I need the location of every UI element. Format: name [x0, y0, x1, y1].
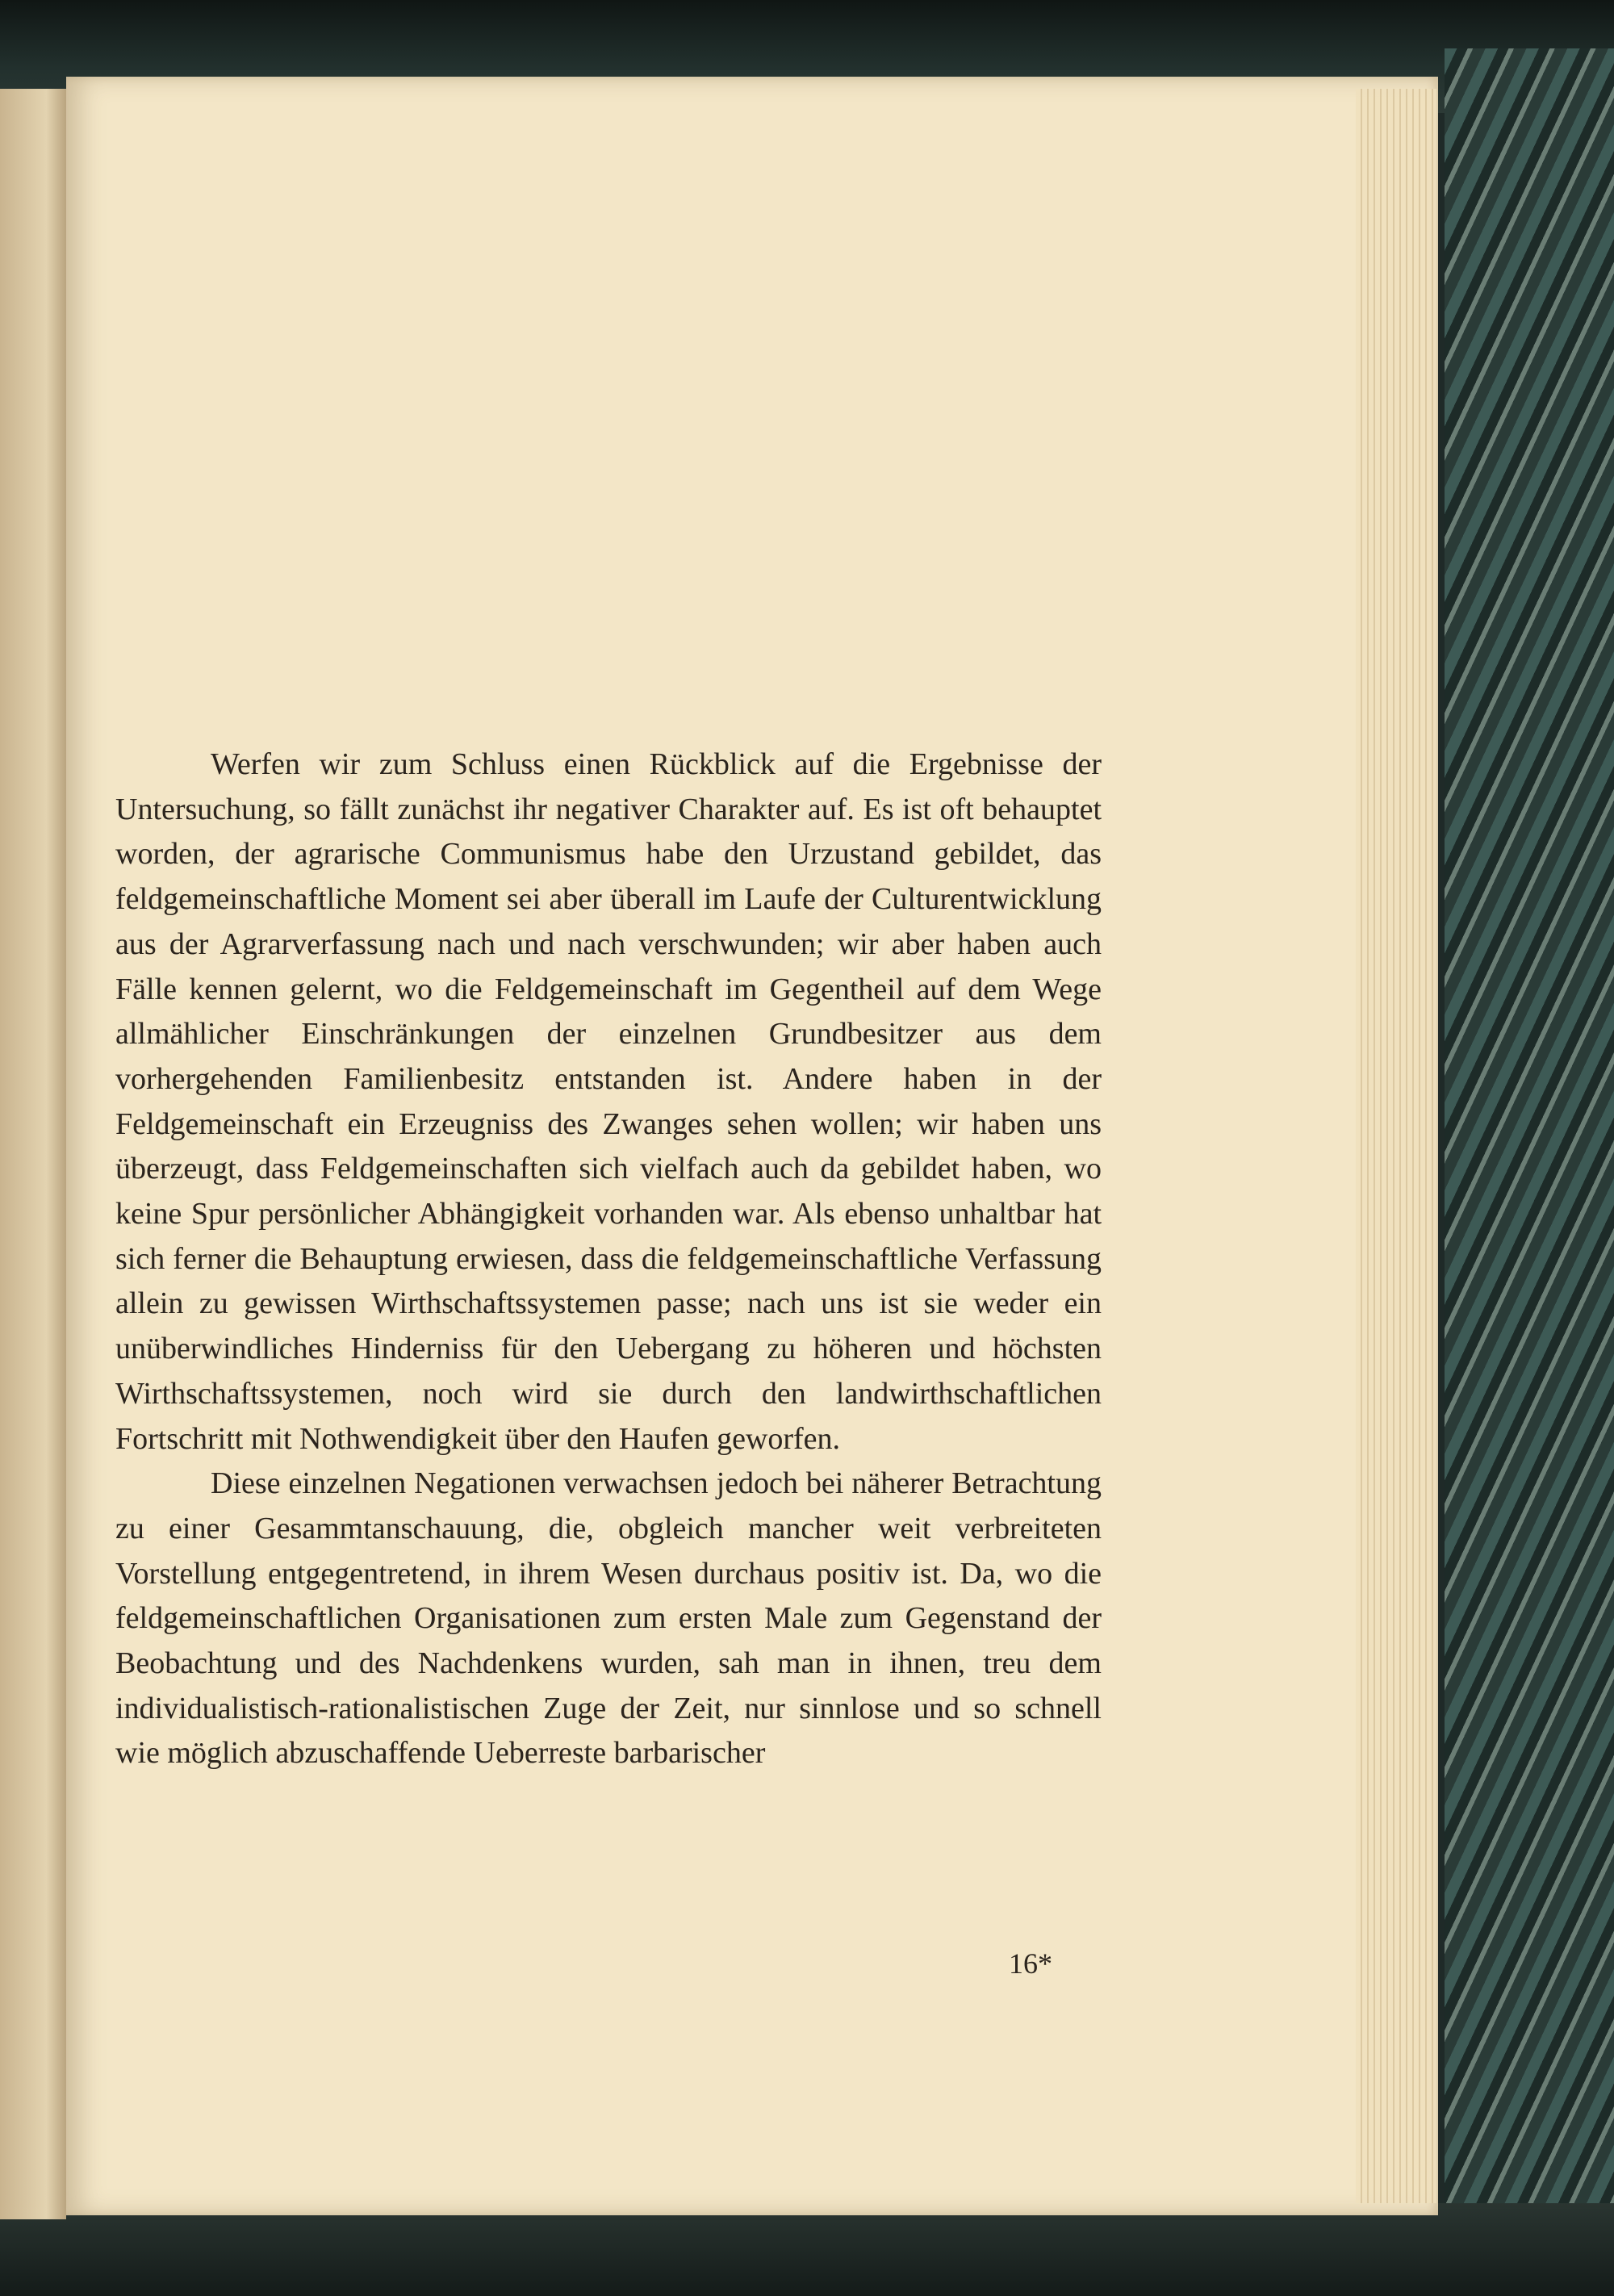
body-text [115, 742, 1102, 1776]
paragraph-1: Werfen wir zum Schluss einen Rückblick auf die Ergebnisse der Untersuchung, so fällt zunächst ihr negativer Charakter auf. Es ist oft behauptet worden, der agrarische Communismus habe den Urzustand gebildet, das feldgemeinschaftliche Moment sei aber überall im Laufe der Culturentwicklung aus der Agrarverfassung nach und nach verschwunden; wir aber haben auch Fälle kennen gelernt, wo die Feldgemeinschaft im Gegentheil auf dem Wege allmählicher Einschränkungen der einzelnen Grundbesitzer aus dem vorhergehenden Familienbesitz entstanden ist. Andere haben in der Feldgemeinschaft ein Erzeugniss des Zwanges sehen wollen; wir haben uns überzeugt, dass Feldgemeinschaften sich vielfach auch da gebildet haben, wo keine Spur persönlicher Abhängigkeit vorhanden war. Als ebenso unhaltbar hat sich ferner die Behauptung erwiesen, dass die feldgemeinschaftliche Verfassung allein zu gewissen Wirthschaftssystemen passe; nach uns ist sie weder ein unüberwindliches Hinderniss für den Uebergang zu höheren und höchsten Wirthschaftssystemen, noch wird sie durch den landwirthschaftlichen Fortschritt mit Nothwendigkeit über den Haufen geworfen. [115, 747, 1102, 1456]
paragraph-2: Diese einzelnen Negationen verwachsen jedoch bei näherer Betrachtung zu einer Gesammtanschauung, die, obgleich mancher weit verbreiteten Vorstellung entgegentretend, in ihrem Wesen durchaus positiv ist. Da, wo die feldgemeinschaftlichen Organisationen zum ersten Male zum Gegenstand der Beobachtung und des Nachdenkens wurden, sah man in ihnen, treu dem individualistisch-rationalistischen Zuge der Zeit, nur sinnlose und so schnell wie möglich abzuschaffende Ueberreste barbarischer [115, 1466, 1102, 1771]
bottom-book-edge [0, 2203, 1614, 2296]
page-number: 16* [1009, 1947, 1052, 1980]
page-stack-edge [1356, 89, 1436, 2203]
previous-page-edge [0, 89, 66, 2219]
marbled-cover [1445, 48, 1614, 2227]
